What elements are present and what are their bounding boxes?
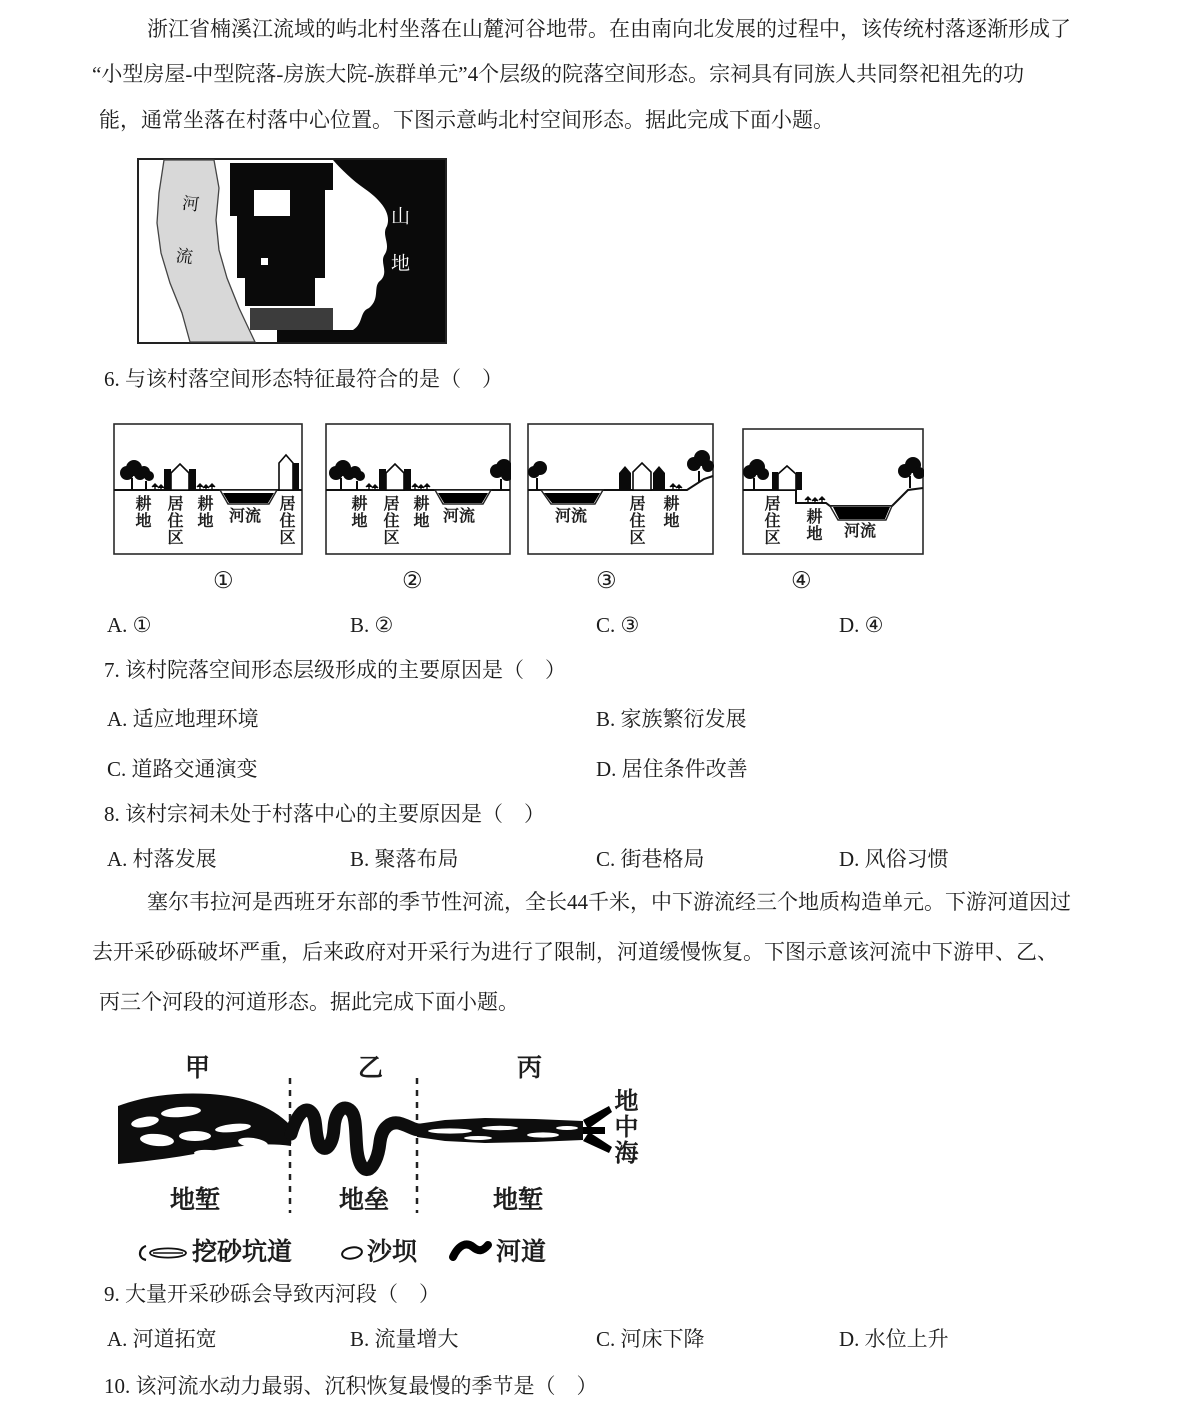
d1-label-river: 河流 (229, 508, 262, 525)
diagram3-number: ③ (596, 568, 617, 593)
legend-channel-label: 河道 (496, 1239, 547, 1266)
q7-option-a: A. 适应地理环境 (107, 707, 259, 731)
diagram4-number: ④ (791, 568, 812, 593)
q6-option-d: D. ④ (839, 613, 884, 637)
river-figure (115, 1048, 660, 1273)
q6-diagram-2 (325, 423, 511, 555)
q6-option-c: C. ③ (596, 613, 640, 637)
q8-option-a: A. 村落发展 (107, 847, 217, 871)
d4-label-residence: 居住区 (762, 495, 779, 546)
legend-sandpit-icon (140, 1246, 186, 1260)
village-map-figure (137, 158, 447, 344)
passage2-line2: 去开采砂砾破坏严重，后来政府对开采行为进行了限制，河道缓慢恢复。下图示意该河流中下游甲、乙、 (92, 940, 1058, 964)
d2-label-farmland: 耕地 (349, 495, 366, 529)
q6-stem: 6. 与该村落空间形态特征最符合的是（ ） (104, 367, 503, 391)
zone-label-horst: 地垒 (339, 1187, 390, 1214)
zone-label-graben1: 地堑 (170, 1187, 221, 1214)
q8-option-c: C. 街巷格局 (596, 847, 705, 871)
d2-label-farmland2: 耕地 (411, 495, 428, 529)
d4-label-farmland: 耕地 (804, 508, 821, 542)
d3-label-river: 河流 (555, 508, 588, 525)
d1-label-farmland: 耕地 (133, 495, 150, 529)
diagram1-number: ① (213, 568, 234, 593)
passage1-line3: 能，通常坐落在村落中心位置。下图示意屿北村空间形态。据此完成下面小题。 (99, 108, 834, 132)
passage1-line1: 浙江省楠溪江流域的屿北村坐落在山麓河谷地带。在由南向北发展的过程中，该传统村落逐渐形成了 (147, 17, 1071, 41)
crops-icon (805, 497, 825, 503)
d3-label-farmland: 耕地 (661, 495, 678, 529)
map-mountain-label: 山地 (388, 206, 409, 300)
diagram2-number: ② (402, 568, 423, 593)
legend-sandbar-label: 沙坝 (367, 1239, 418, 1266)
map-river-label: 河流 (167, 193, 200, 301)
river-cross-section (435, 490, 491, 504)
river-cross-section (541, 490, 603, 504)
d3-label-residence: 居住区 (627, 495, 644, 546)
q6-option-b: B. ② (350, 613, 394, 637)
diagram2-drawing (325, 423, 511, 555)
q7-stem: 7. 该村院落空间形态层级形成的主要原因是（ ） (104, 658, 566, 682)
q7-option-c: C. 道路交通演变 (107, 757, 258, 781)
d1-label-residence2: 居住区 (277, 495, 294, 546)
q9-stem: 9. 大量开采砂砾会导致丙河段（ ） (104, 1282, 440, 1306)
legend-sandpit-label: 挖砂坑道 (192, 1239, 293, 1266)
section-label-yi: 乙 (358, 1055, 384, 1082)
legend-sandbar-icon (341, 1246, 363, 1260)
d2-label-residence: 居住区 (381, 495, 398, 546)
q8-stem: 8. 该村宗祠未处于村落中心的主要原因是（ ） (104, 802, 545, 826)
q10-stem: 10. 该河流水动力最弱、沉积恢复最慢的季节是（ ） (104, 1374, 598, 1398)
river-cross-section (830, 506, 892, 520)
q9-option-a: A. 河道拓宽 (107, 1327, 217, 1351)
passage2-line1: 塞尔韦拉河是西班牙东部的季节性河流，全长44千米，中下游流经三个地质构造单元。下游河道因过 (147, 890, 1071, 914)
d1-label-farmland2: 耕地 (195, 495, 212, 529)
river-cross-section (220, 490, 277, 504)
zone-label-graben2: 地堑 (493, 1187, 544, 1214)
q8-option-b: B. 聚落布局 (350, 847, 459, 871)
q6-diagram-1 (113, 423, 303, 555)
diagram3-drawing (527, 423, 714, 555)
diagram1-drawing (113, 423, 303, 555)
braided-reach (118, 1094, 291, 1165)
passage2-line3: 丙三个河段的河道形态。据此完成下面小题。 (99, 990, 519, 1014)
section-label-bing: 丙 (517, 1055, 543, 1082)
d2-label-river: 河流 (443, 508, 476, 525)
q6-option-a: A. ① (107, 613, 152, 637)
q9-option-d: D. 水位上升 (839, 1327, 949, 1351)
d1-label-residence: 居住区 (165, 495, 182, 546)
passage1-line2: “小型房屋-中型院落-房族大院-族群单元”4个层级的院落空间形态。宗祠具有同族人共同祭祀祖先的功 (92, 62, 1025, 86)
q9-option-c: C. 河床下降 (596, 1327, 705, 1351)
q6-diagram-4 (742, 428, 924, 555)
q8-option-d: D. 风俗习惯 (839, 847, 949, 871)
meandering-reach (291, 1108, 419, 1170)
mediterranean-label: 地中海 (610, 1088, 636, 1166)
legend-channel-icon (453, 1244, 488, 1257)
d4-label-river: 河流 (844, 523, 877, 540)
straight-reach (417, 1106, 612, 1153)
q7-option-b: B. 家族繁衍发展 (596, 707, 747, 731)
q9-option-b: B. 流量增大 (350, 1327, 459, 1351)
section-label-jia: 甲 (185, 1055, 211, 1082)
q7-option-d: D. 居住条件改善 (596, 757, 748, 781)
q6-diagram-3 (527, 423, 714, 555)
